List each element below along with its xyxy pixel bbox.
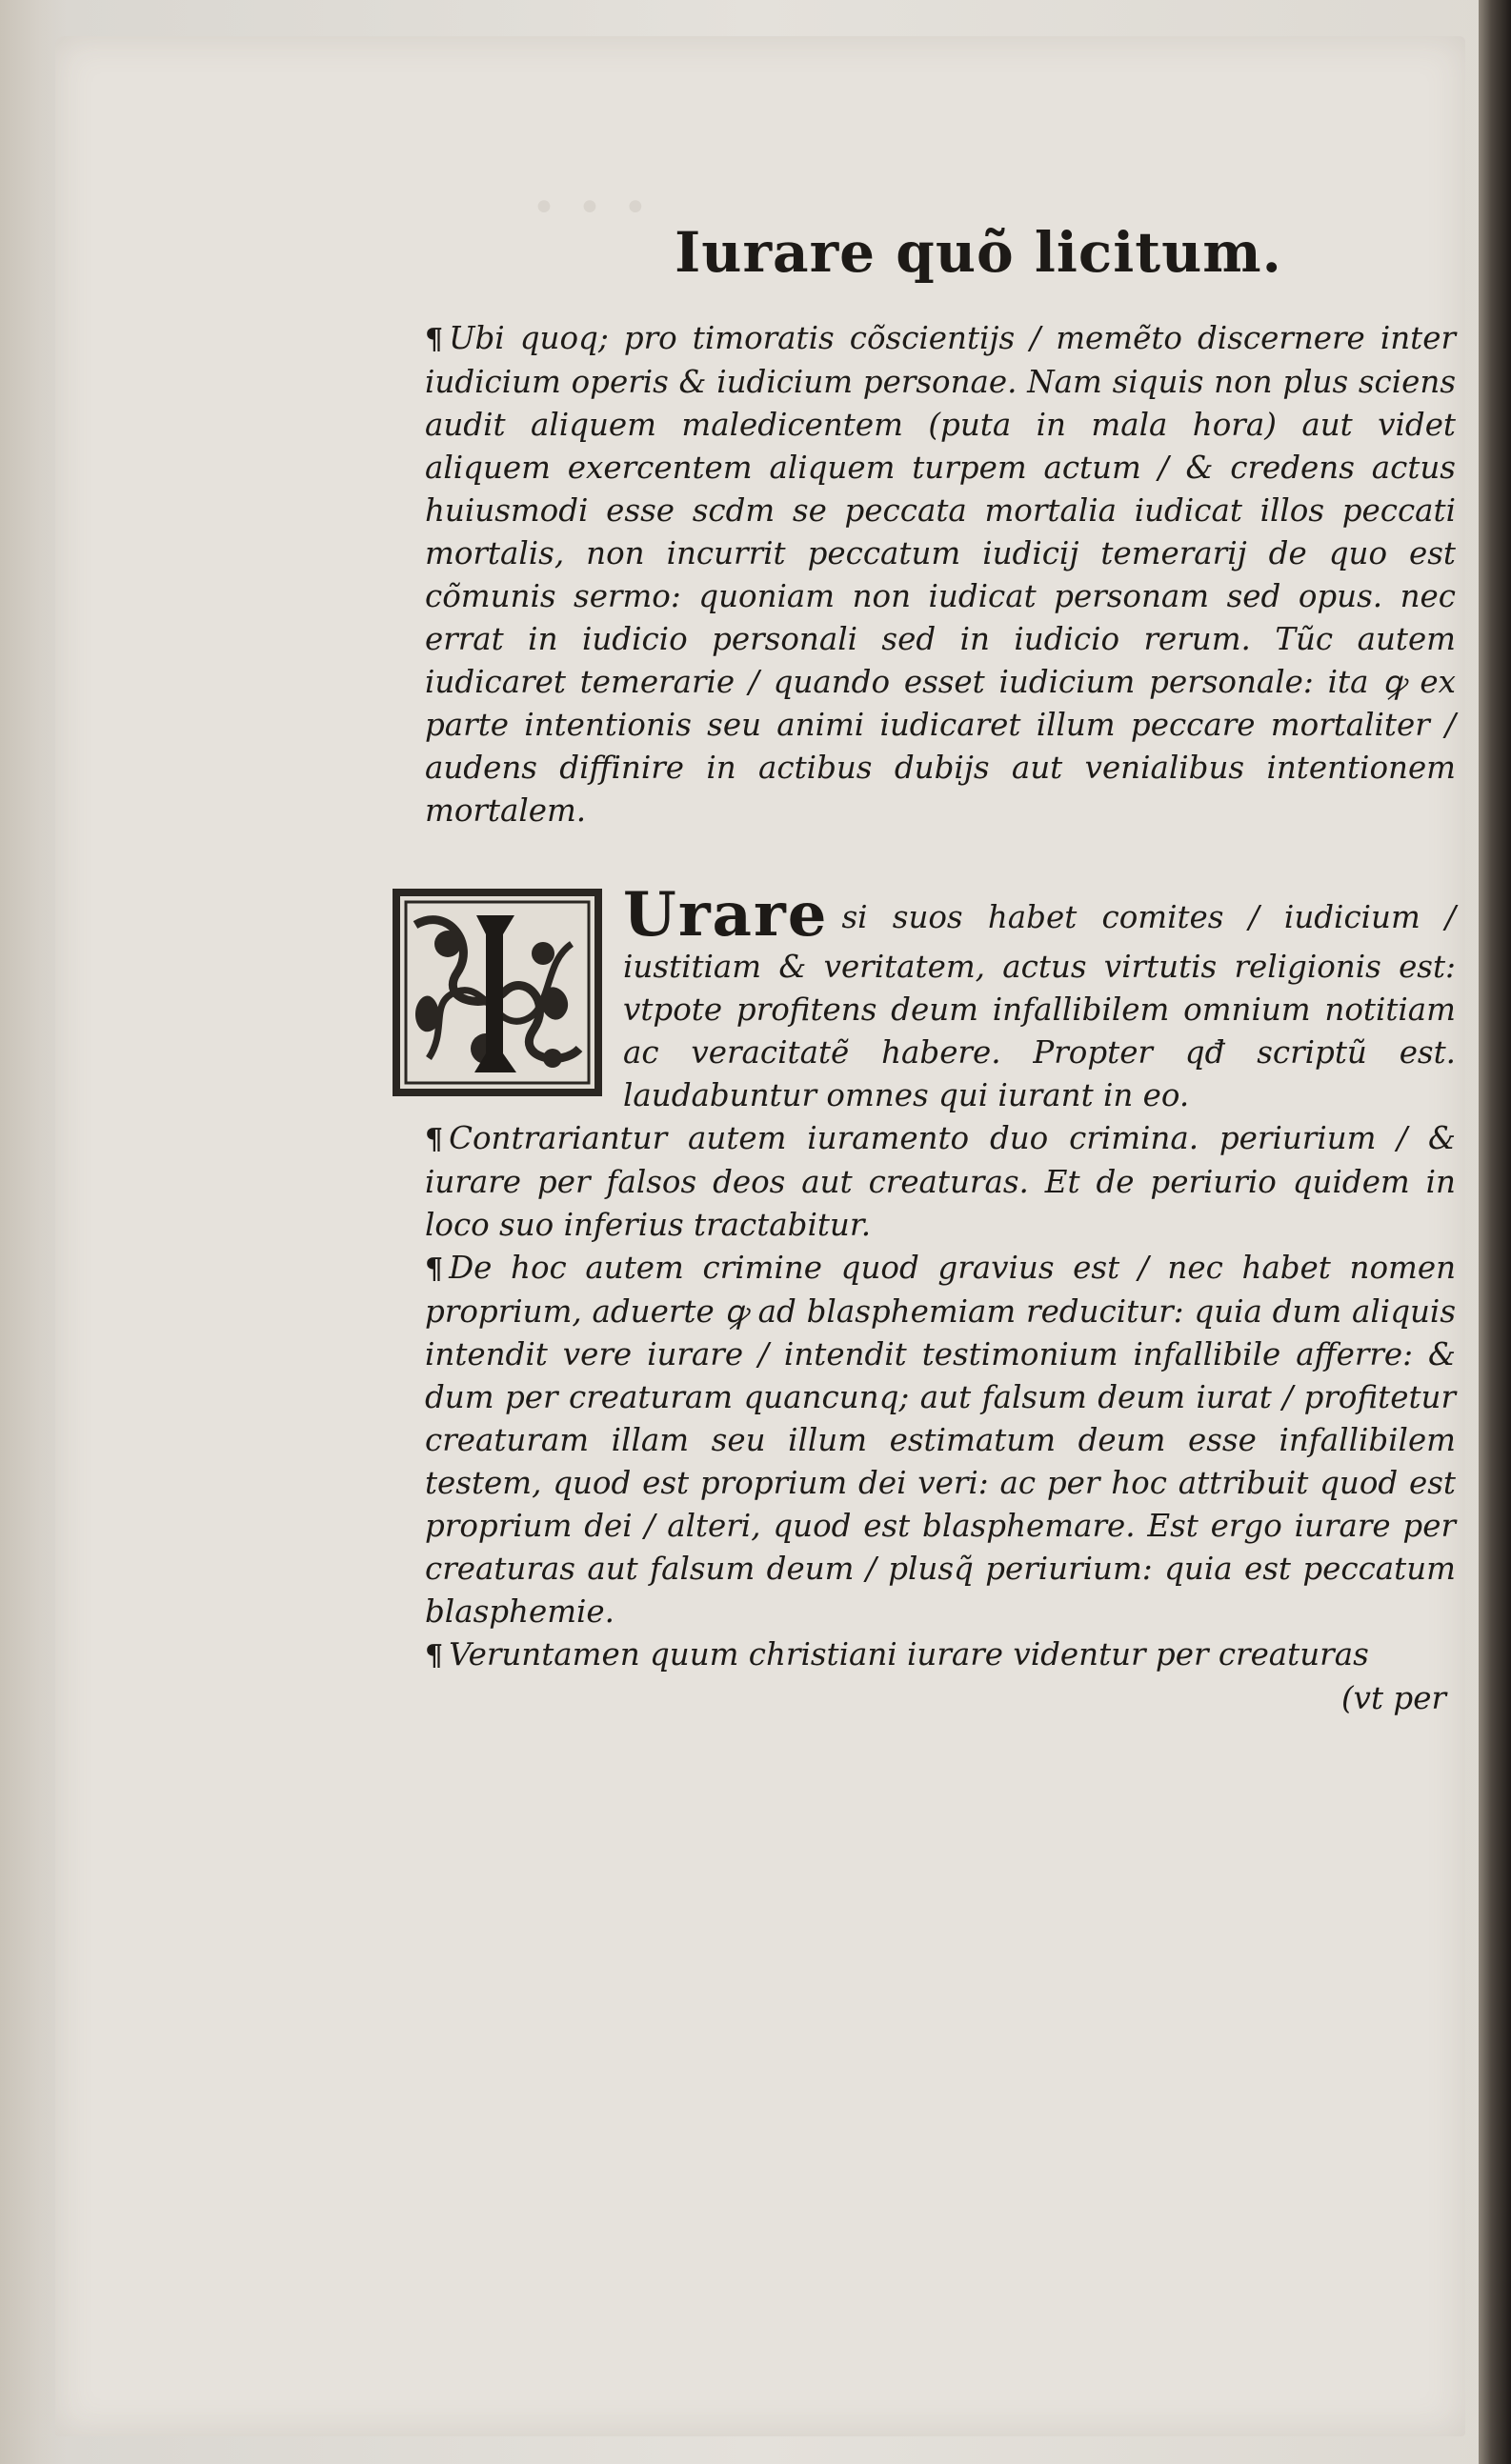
right-dark-edge <box>1479 0 1511 2464</box>
paragraph-4 <box>425 1247 1456 1633</box>
paragraph-2-text: si suos habet comites / iudicium / iustitiam & veritatem, actus virtutis religionis est: vtpote profitens deum infallibilem omnium notitiam ac veracitatẽ habere. Propter qđ scriptũ est. laudabuntur omnes qui iurant in eo. <box>623 899 1456 1113</box>
section-gap <box>425 832 1456 885</box>
page-title: Iurare quõ licitum. <box>675 220 1282 285</box>
paragraph-5-text: Veruntamen quum christiani iurare videntur per creaturas <box>449 1636 1369 1673</box>
paragraph-5 <box>425 1633 1456 1677</box>
paragraph-4-text: De hoc autem crimine quod gravius est / nec habet nomen proprium, aduerte ꝙ ad blasphemiam reducitur: quia dum aliquis intendit vere iurare / intendit testimonium infallibile afferre: & dum per creaturam quancunq; aut falsum deum iurat / profitetur creaturam illam seu illum estimatum deum esse infallibilem testem, quod est proprium dei veri: ac per hoc attribuit quod est proprium dei / alteri, quod est blasphemare. Est ergo iurare per creaturas aut falsum deum / plusq̃ periurium: quia est peccatum blasphemie. <box>425 1250 1456 1630</box>
pilcrow-icon: ¶ <box>425 323 444 356</box>
paragraph-1 <box>425 317 1456 832</box>
pilcrow-icon: ¶ <box>425 1639 444 1673</box>
pilcrow-icon: ¶ <box>425 1123 444 1156</box>
paragraph-3-text: Contrariantur autem iuramento duo crimina. periurium / & iurare per falsos deos aut creaturas. Et de periurio quidem in loco suo inferius tractabitur. <box>425 1120 1456 1243</box>
pilcrow-icon: ¶ <box>425 1252 444 1286</box>
initial-word: Urare <box>623 879 829 951</box>
paragraph-1-text: Ubi quoq; pro timoratis cõscientijs / memẽto discernere inter iudicium operis & iudicium personae. Nam siquis non plus sciens audit aliquem maledicentem (puta in mala hora) aut videt aliquem exercentem aliquem turpem actum / & credens actus huiusmodi esse scdm se peccata mortalia iudicat illos peccati mortalis, non incurrit peccatum iudicij temerarij de quo est cõmunis sermo: quoniam non iudicat personam sed opus. nec errat in iudicio personali sed in iudicio rerum. Tũc autem iudicaret temerarie / quando esset iudicium personale: ita ꝙ ex parte intentionis seu animi iudicaret illum peccare mortaliter / audens diffinire in actibus dubijs aut venialibus intentionem mortalem. <box>425 320 1456 829</box>
catchword: (vt per <box>1340 1680 1446 1716</box>
decorated-initial-i-woodcut <box>391 887 604 1098</box>
paragraph-3 <box>425 1117 1456 1247</box>
text-block <box>425 214 1456 1720</box>
initial-paragraph <box>425 879 1456 1117</box>
bleed-through-text: • • • <box>532 184 652 232</box>
